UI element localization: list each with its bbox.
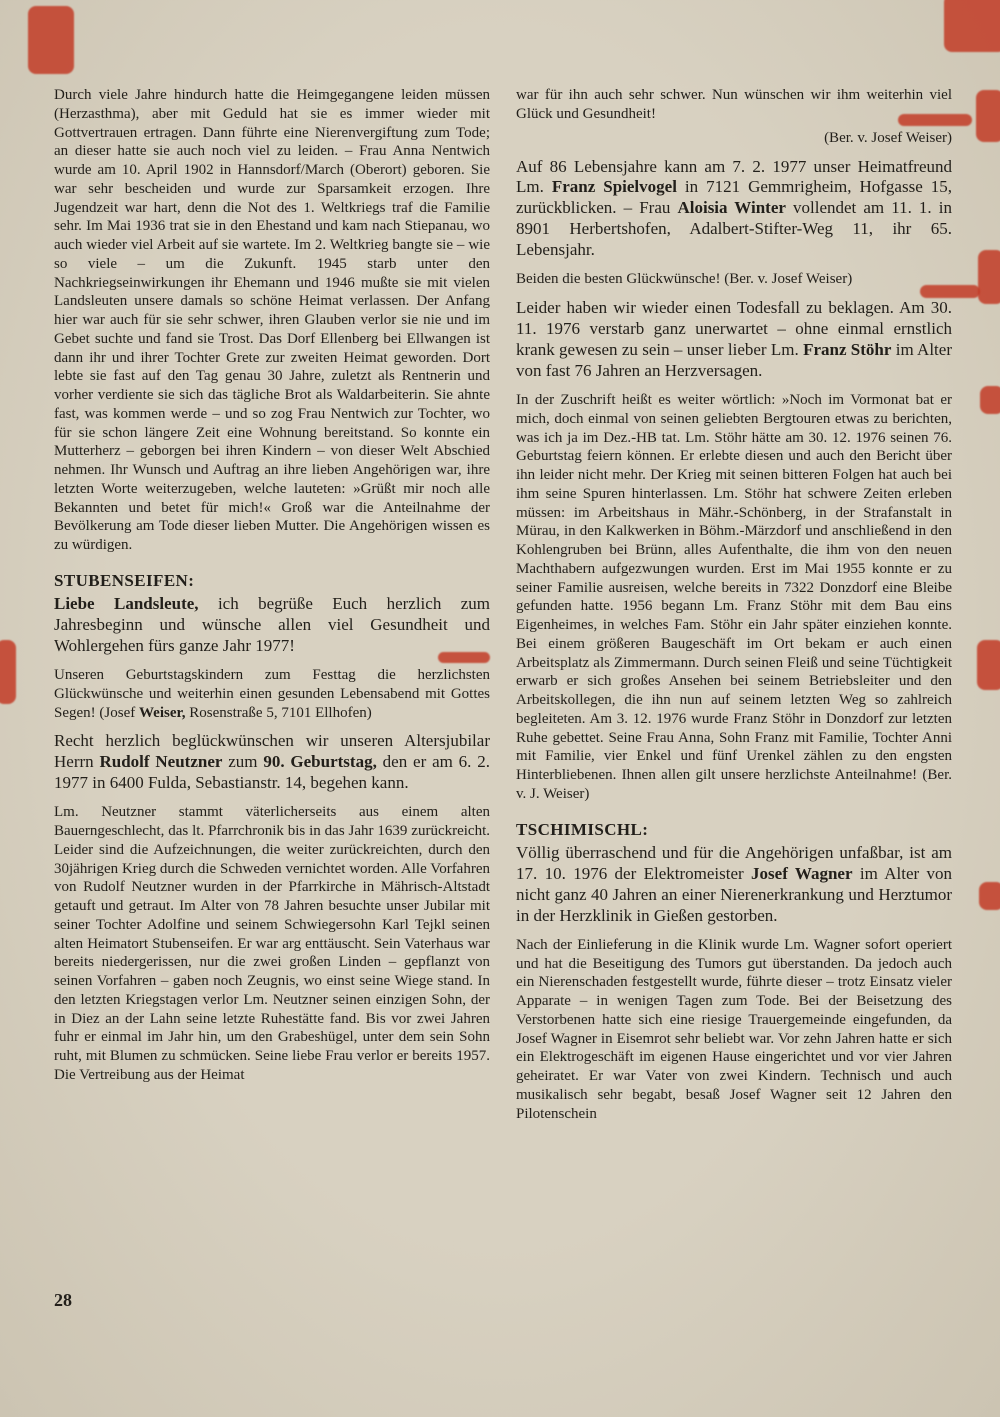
scanned-page [54, 86, 952, 1132]
redaction-mark [979, 882, 1000, 910]
weiser-report-continuation: war für ihn auch sehr schwer. Nun wünschen wir ihm weiterhin viel Glück und Gesundheit! [516, 87, 952, 122]
left-column [54, 86, 490, 1132]
wagner-obituary-paragraph: Nach der Einlieferung in die Klinik wurde Lm. Wagner sofort operiert und hat die Beseitigung des Tumors gut überstanden. Da jedoch auch ein Nierenschaden festgestellt wurde, führte dieser – trotz Einsatz vieler Apparate – in wenigen Tagen zum Tode. Bei der Beisetzung des Verstorbenen hatte sich eine riesige Trauergemeinde eingefunden, da Josef Wagner in Eisemrot sehr beliebt war. Vor zehn Jahren hatte er sich ein Elektrogeschäft im eigenen Hause eingerichtet und vor vier Jahren geheiratet. Er war Vater von zwei Kindern. Technisch und auch musikalisch sehr begabt, besaß Josef Wagner seit 12 Jahren den Pilotenschein [516, 936, 952, 1122]
page-number: 28 [54, 1290, 72, 1310]
heading-stubenseifen: STUBENSEIFEN: [54, 570, 195, 590]
stoehr-death-announcement: Leider haben wir wieder einen Todesfall zu beklagen. Am 30. 11. 1976 verstarb ganz unerwartet – ohne einmal ernstlich krank gewesen zu sein – unser lieber Lm. Franz Stöhr im Alter von fast 76 Jahren an Herzversagen. [516, 298, 952, 381]
wagner-death-announcement: Völlig überraschend und für die Angehörigen unfaßbar, ist am 17. 10. 1976 der Elektromeister Josef Wagner im Alter von nicht ganz 40 Jahren an einer Nierenerkrankung und Herztumor in der Herzklinik in Gießen gestorben. [516, 843, 953, 925]
redaction-mark [944, 0, 1000, 52]
redaction-mark [977, 640, 1000, 690]
birthday-wishes-line: Beiden die besten Glückwünsche! (Ber. v. Josef Weiser) [516, 271, 853, 288]
redaction-mark [978, 250, 1000, 304]
heading-tschimischl: TSCHIMISCHL: [516, 819, 649, 839]
obituary-anna-nentwich-paragraph: Durch viele Jahre hindurch hatte die Heimgegangene leiden müssen (Herzasthma), aber mit Geduld hat sie es immer wieder mit Gottvertrauen ertragen. Dann führte eine Nierenvergiftung zum Tode; an dieser hatte sie auch noch viel zu leiden. – Frau Anna Nentwich wurde am 10. April 1902 in Hannsdorf/March (Oberort) geboren. Sie war sehr bescheiden und wurde zur Sparsamkeit erzogen. Ihre Jugendzeit war hart, denn die Not des 1. Weltkriegs traf die Familie sehr. Im Mai 1936 trat sie in den Ehestand und kam nach Stiepanau, wo auch wieder viel Arbeit auf sie wartete. Im 2. Weltkrieg bangte sie – wie so viele – um die Zukunft. 1945 starb unter den Nachkriegseinwirkungen ihr Ehemann und 1946 mußte sie mit vielen Landsleuten unsere damals so schöne Heimat verlassen. Der Anfang hier war auch für sie sehr schwer, ihren Glauben verlor sie nie und im Gebet suchte und fand sie Trost. Das Dorf Ellenberg bei Ellwangen ist dann ihr und ihrer Tochter Grete zur zweiten Heimat geworden. Dort lebte sie fast auf den Tag genau 30 Jahre, zuletzt als Rentnerin und vorher verdiente sie sich das tägliche Brot als Waldarbeiterin. Sie ahnte fast, was kommen werde – und so zog Frau Nentwich zur Tochter, wo für sie schon längere Zeit eine Wohnung bereitstand. So konnte ein Mutterherz – geborgen bei ihren Kindern – von dieser Welt Abschied nehmen. Ihr Wunsch und Auftrag an ihre lieben Angehörigen war, ihre letzten Worte weiterzugeben, welche lauteten: »Grüßt mir noch alle Bekannten und betet für mich!« Groß war die Anteilnahme der Bevölkerung am Tode dieser lieben Mutter. Die Angehörigen wissen es zu würdigen. [54, 87, 490, 553]
neutzner-birthday-announcement: Recht herzlich beglückwünschen wir unseren Altersjubilar Herrn Rudolf Neutzner zum 90. Geburtstag, den er am 6. 2. 1977 in 6400 Fulda, Sebastianstr. 14, begehen kann. [54, 731, 490, 793]
redaction-mark [920, 285, 980, 298]
redaction-mark [28, 6, 74, 74]
report-credit-weiser: (Ber. v. Josef Weiser) [824, 129, 952, 146]
stoehr-obituary-paragraph: In der Zuschrift heißt es weiter wörtlich: »Noch im Vormonat bat er mich, doch einmal von seinen geliebten Bergtouren etwas zu berichten, was ich ja im Dez.-HB tat. Lm. Stöhr hätte am 30. 12. 1976 seinen 76. Geburtstag feiern können. Er erlebte diesen und auch den Bericht über ihn leider nicht mehr. Der Krieg mit seinen bitteren Folgen hat auch bei ihm seine Spuren hinterlassen. Lm. Stöhr hat schwere Zeiten erleben müssen: im Arbeitshaus in Mähr.-Schönberg, in der Strafanstalt in Mürau, in den Kalkwerken in Böhm.-Märzdorf und anschließend in den Kohlengruben bei Brünn, alles Aufenthalte, die ihm von den neuen Machthabern aufgezwungen wurden. Erst im Mai 1955 konnte er zu seiner Familie ausreisen, welche bereits in 7322 Donzdorf eine Bleibe gefunden hatte. 1956 begann Lm. Franz Stöhr mit dem Bau eins Eigenheimes, in welches Fam. Stöhr ein Jahr später einziehen konnte. Bei einem größeren Baugeschäft im Ort bekam er auch einen Arbeitsplatz als Zimmermann. Durch seinen Fleiß und seine Tüchtigkeit erwarb er sich großes Ansehen bei seinem Betriebsleiter und den Arbeitskollegen, die ihn nun auf seinem letzten Weg so zahlreich begleiteten. Am 3. 12. 1976 wurde Franz Stöhr in Donzdorf zur letzten Ruhe gebettet. Seine Frau Anna, Sohn Franz mit Familie, Tochter Anni mit Familie, vier Enkel und fünf Urenkel zählen zu den engsten Hinterbliebenen. Ihnen allen gilt unsere herzlichste Anteilnahme! (Ber. v. J. Weiser) [516, 392, 952, 802]
neutzner-biography-paragraph: Lm. Neutzner stammt väterlicherseits aus einem alten Bauerngeschlecht, das lt. Pfarrchronik bis in das Jahr 1639 zurückreicht. Leider sind die Aufzeichnungen, die weiter zurückreichten, durch den 30jährigen Krieg durch die Schweden vernichtet worden. Alle Vorfahren von Rudolf Neutzner wurden in der Pfarrkirche in Mährisch-Altstadt getauft und getraut. Im Alter von 78 Jahren besuchte unser Jubilar mit seiner Tochter Adolfine und seinem Schwiegersohn Karl Tejkl seinen alten Heimatort Stubenseifen. Er war arg enttäuscht. Sein Vaterhaus war bereits niedergerissen, nur die zwei großen Linden – gepflanzt von seinen Vorfahren – gaben noch Zeugnis, wo einst seine Wiege stand. In den letzten Kriegstagen verlor Lm. Neutzner seinen einzigen Sohn, der in Diez an der Lahn seine letzte Ruhestätte fand. Bis vor zwei Jahren fuhr er einmal im Jahr hin, um den Grabeshügel, unter dem sein Sohn ruht, mit Blumen zu schmücken. Seine liebe Frau verlor er bereits 1957. Die Vertreibung aus der Heimat [54, 804, 490, 1083]
redaction-mark [438, 652, 490, 663]
redaction-mark [898, 114, 972, 126]
redaction-mark [976, 90, 1000, 142]
new-year-greeting-paragraph: Liebe Landsleute, ich begrüße Euch herzlich zum Jahresbeginn und wünsche allen viel Gesundheit und Wohlergehen fürs ganze Jahr 1977! [54, 594, 490, 656]
birthday-wishes-note: Unseren Geburtstagskindern zum Festtag die herzlichsten Glückwünsche und weiterhin einen gesunden Lebensabend mit Gottes Segen! (Josef Weiser, Rosenstraße 5, 7101 Ellhofen) [54, 667, 490, 721]
spielvogel-winter-birthdays: Auf 86 Lebensjahre kann am 7. 2. 1977 unser Heimatfreund Lm. Franz Spielvogel in 7121 Gemmrigheim, Hofgasse 15, zurückblicken. – Frau Aloisia Winter vollendet am 11. 1. in 8901 Herbertshofen, Adalbert-Stifter-Weg 11, ihr 65. Lebensjahr. [516, 156, 952, 260]
redaction-mark [0, 640, 16, 704]
redaction-mark [980, 386, 1000, 414]
right-column [516, 86, 952, 1132]
